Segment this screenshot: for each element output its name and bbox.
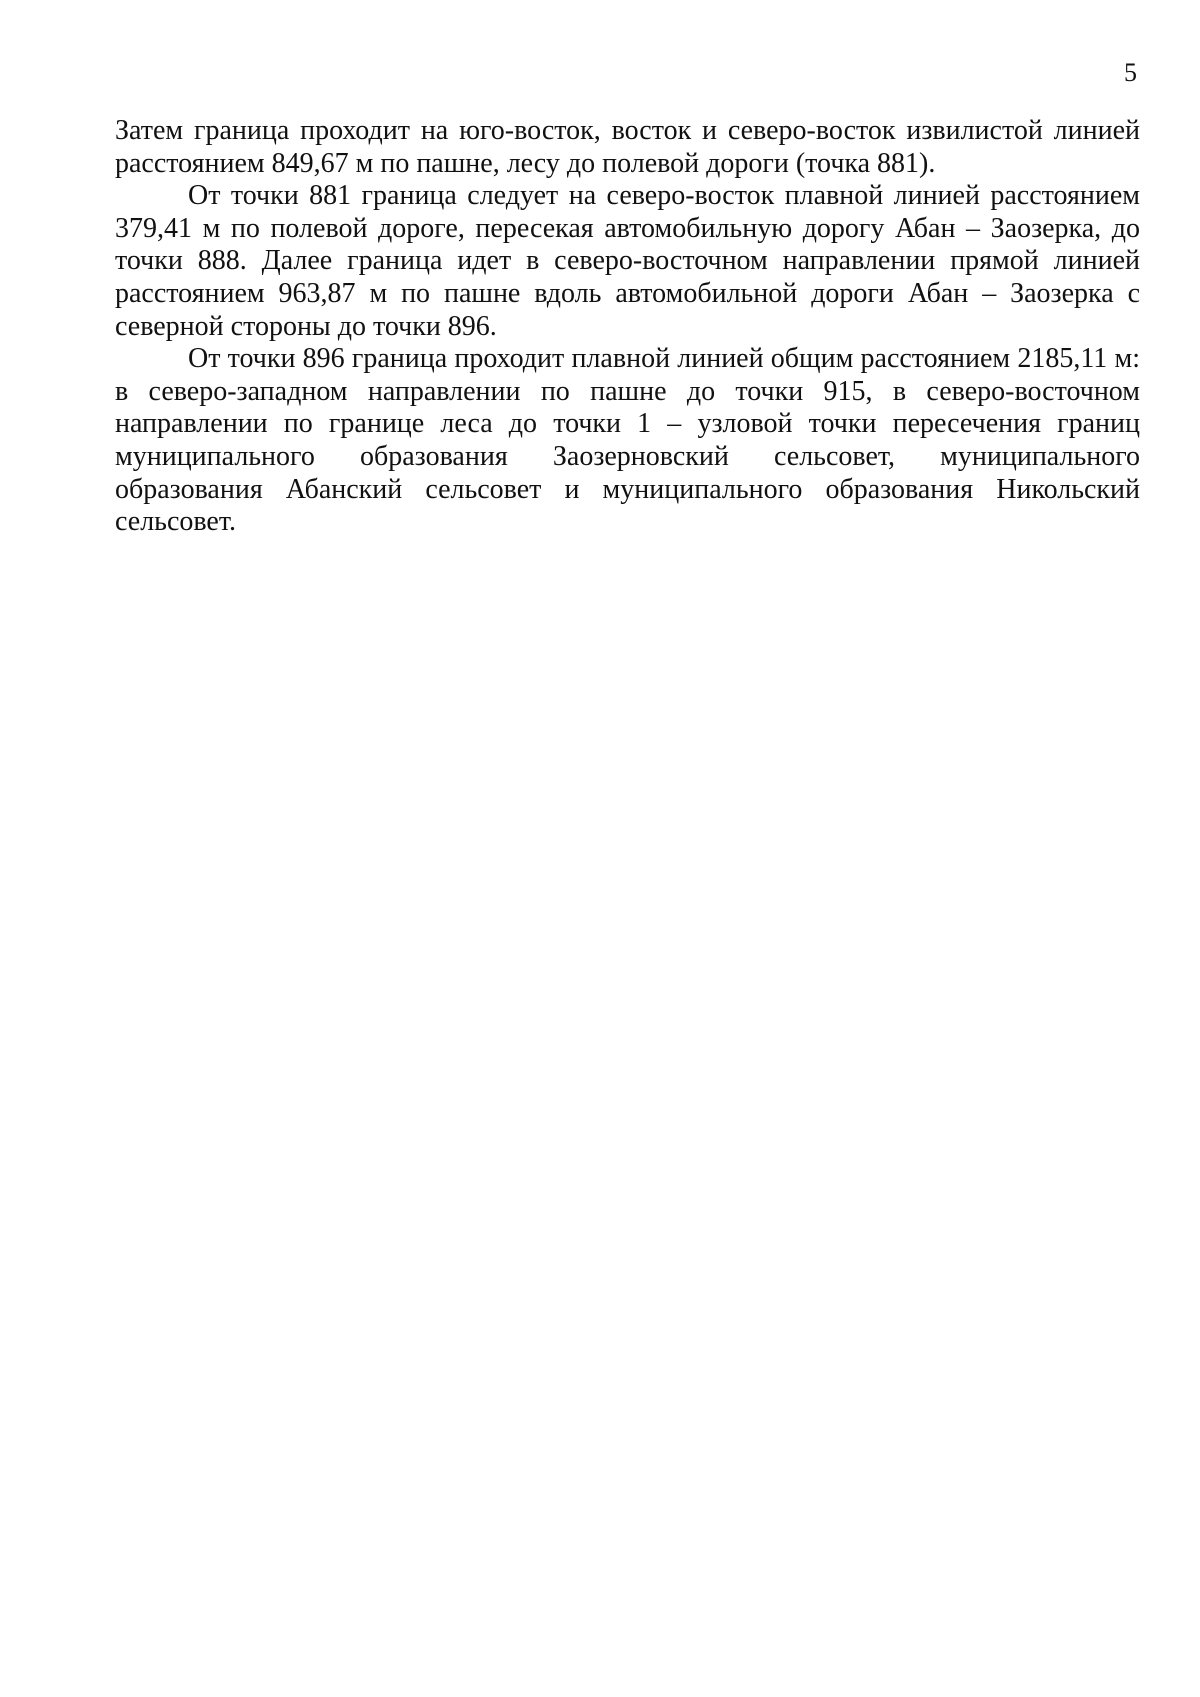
page-number: 5 <box>1124 58 1137 87</box>
paragraph: От точки 881 граница следует на северо-восток плавной линией расстоянием 379,41 м по полевой дороге, пересекая автомобильную дорогу Абан – Заозерка, до точки 888. Далее граница идет в северо-восточном направлении прямой линией расстоянием 963,87 м по пашне вдоль автомобильной дороги Абан – Заозерка с северной стороны до точки 896. <box>115 180 1140 342</box>
paragraph: Затем граница проходит на юго-восток, восток и северо-восток извилистой линией расстоянием 849,67 м по пашне, лесу до полевой дороги (точка 881). <box>115 115 1140 179</box>
document-body <box>115 115 1140 539</box>
paragraph: От точки 896 граница проходит плавной линией общим расстоянием 2185,11 м: в северо-западном направлении по пашне до точки 915, в северо-восточном направлении по границе леса до точки 1 – узловой точки пересечения границ муниципального образования Заозерновский сельсовет, муниципального образования Абанский сельсовет и муниципального образования Никольский сельсовет. <box>115 343 1140 538</box>
